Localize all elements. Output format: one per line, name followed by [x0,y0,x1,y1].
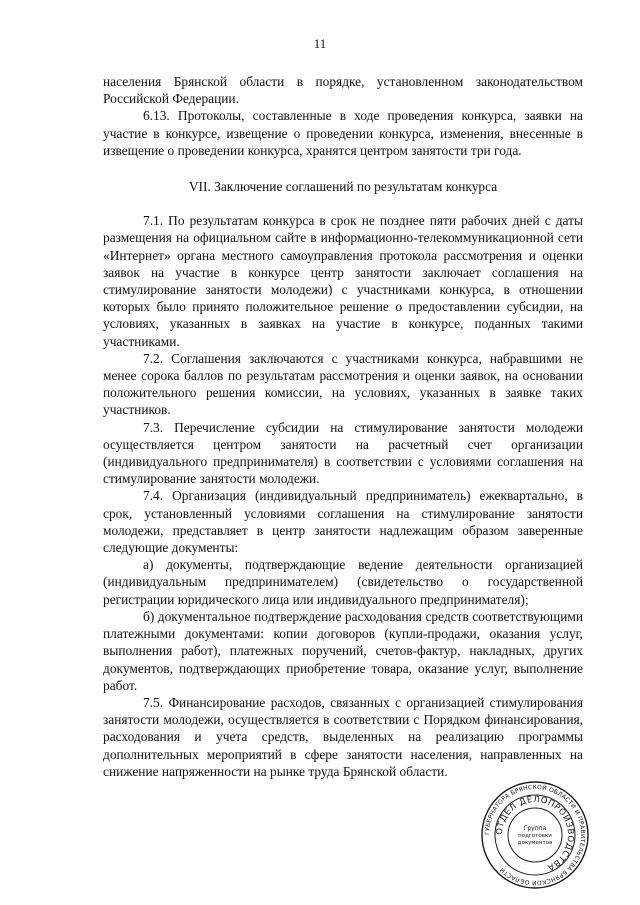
paragraph-6-13: 6.13. Протоколы, составленные в ходе проведения конкурса, заявки на участие в конкурсе, извещение о проведении конкурса, изменения, внесенные в извещение о проведении конкурса, хранятся центром занятости три года. [103,108,583,158]
office-stamp [480,780,590,890]
stamp-center-line-2: подготовки [518,833,552,839]
paragraph-7-3: 7.3. Перечисление субсидии на стимулирование занятости молодежи осуществляется центром занятости на расчетный счет организации (индивидуального предпринимателя) в соответствии с условиями соглашения на стимулирование занятости молодежи. [103,419,583,487]
stamp-outer-text: ГУБЕРНАТОРА БРЯНСКОЙ ОБЛАСТИ И ПРАВИТЕЛЬСТВА БРЯНСКОЙ ОБЛАСТИ [483,783,587,887]
paragraph-7-4: 7.4. Организация (индивидуальный предприниматель) ежеквартально, в срок, установленный условиями соглашения на стимулирование занятости молодежи, представляет в центр занятости надлежащим образом заверенные следующие документы: [103,488,583,556]
page-number: 11 [313,36,327,51]
paragraph-7-4-b: б) документальное подтверждение расходования средств соответствующими платежными документами: копии договоров (купли-продажи, оказания услуг, выполнения работ), платежных поручений, счетов-фактур, накладных, других документов, подтверждающих приобретение товара, оказание услуг, выполнение работ. [103,608,583,693]
stamp-seal-icon [480,780,590,890]
section-title: VII. Заключение соглашений по результатам конкурса [188,179,498,195]
stamp-center-line-1: Группа [523,825,547,832]
stamp-middle-text: ОТДЕЛ ДЕЛОПРОИЗВОДСТВА [494,794,576,873]
paragraph-7-4-a: а) документы, подтверждающие ведение деятельности организацией (индивидуальным предпринимателем) (свидетельство о государственной регистрации юридического лица или индивидуального предпринимателя); [103,557,583,607]
paragraph-7-5: 7.5. Финансирование расходов, связанных с организацией стимулирования занятости молодежи, осуществляется в соответствии с Порядком финансирования, расходования и учета средств, выделенных на реализацию программы дополнительных мероприятий в сфере занятости населения, направленных на снижение напряженности на рынке труда Брянской области. [103,694,583,779]
stamp-center-line-3: документов [517,840,553,846]
paragraph-7-1: 7.1. По результатам конкурса в срок не позднее пяти рабочих дней с даты размещения на официальном сайте в информационно-телекоммуникационной сети «Интернет» органа местного самоуправления протокола рассмотрения и оценки заявок на участие в конкурсе центр занятости заключает соглашения на стимулирование занятости молодежи) с участниками конкурса, в отношении которых было принято положительное решение о предоставлении субсидии, на условиях, указанных в заявках на участие в конкурсе, поданных такими участниками. [103,213,583,349]
paragraph-7-2: 7.2. Соглашения заключаются с участниками конкурса, набравшими не менее сорока баллов по результатам рассмотрения и оценки заявок, на основании положительного решения комиссии, на условиях, указанных в заявке таких участников. [103,350,583,418]
paragraph-continuation: населения Брянской области в порядке, установленном законодательством Российской Федерации. [103,74,583,107]
document-body [103,73,583,780]
